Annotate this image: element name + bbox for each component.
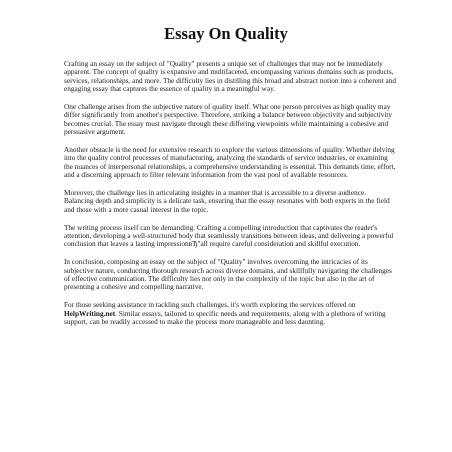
- helpwriting-link[interactable]: HelpWriting.net: [64, 308, 116, 318]
- essay-body: [64, 60, 397, 336]
- paragraph-services: [64, 301, 397, 326]
- services-text-before-link: For those seeking assistance in tackling such challenges, it's worth exploring the services offered on: [64, 300, 356, 310]
- paragraph-research: Another obstacle is the need for extensive research to explore the various dimensions of quality. Whether delving into the quality control processes of manufacturing, analyzing the standards of service industries, or examining the nuances of interpersonal relationships, a comprehensive understanding is essential. This demands time, effort, and a discerning approach to filter relevant information from the vast pool of available resources.: [64, 145, 396, 180]
- paragraph-conclusion: In conclusion, composing an essay on the subject of "Quality" involves overcoming the intricacies of its subjective nature, conducting thorough research across diverse domains, and skillfully navigating the challenges of effective communication. The difficulty lies not only in the complexity of the topic but also in the art of presenting a cohesive and compelling narrative.: [64, 257, 392, 292]
- services-text-after-link: . Similar essays, tailored to specific needs and requirements, along with a plethora of writing support, can be readily accessed to make the process more manageable and less daunting.: [64, 308, 386, 326]
- paragraph-audience: Moreover, the challenge lies in articulating insights in a manner that is accessible to a diverse audience. Balancing depth and simplicity is a delicate task, ensuring that the essay resonates with both experts in the field and those with a more casual interest in the topic.: [64, 188, 390, 214]
- paragraph-intro: Crafting an essay on the subject of "Quality" presents a unique set of challenges that may not be immediately apparent. The concept of quality is expansive and multifaceted, encompassing various domains such as products, services, relationships, and more. The difficulty lies in distilling this broad and abstract notion into a coherent and engaging essay that captures the essence of quality in a meaningful way.: [64, 59, 397, 94]
- paragraph-subjectivity: One challenge arises from the subjective nature of quality itself. What one person perceives as high quality may differ significantly from another's perspective. Therefore, striking a balance between objectivity and subjectivity becomes crucial. The essay must navigate through these differing viewpoints while maintaining a cohesive and persuasive argument.: [64, 102, 393, 137]
- essay-title: Essay On Quality: [164, 24, 288, 43]
- paragraph-writing-process: The writing process itself can be demanding. Crafting a compelling introduction that captivates the reader's attention, developing a well-structured body that seamlessly transitions between ideas, and delivering a powerful conclusion that leaves a lasting impressionвЂ"all require careful consideration and skillful execution.: [64, 222, 394, 249]
